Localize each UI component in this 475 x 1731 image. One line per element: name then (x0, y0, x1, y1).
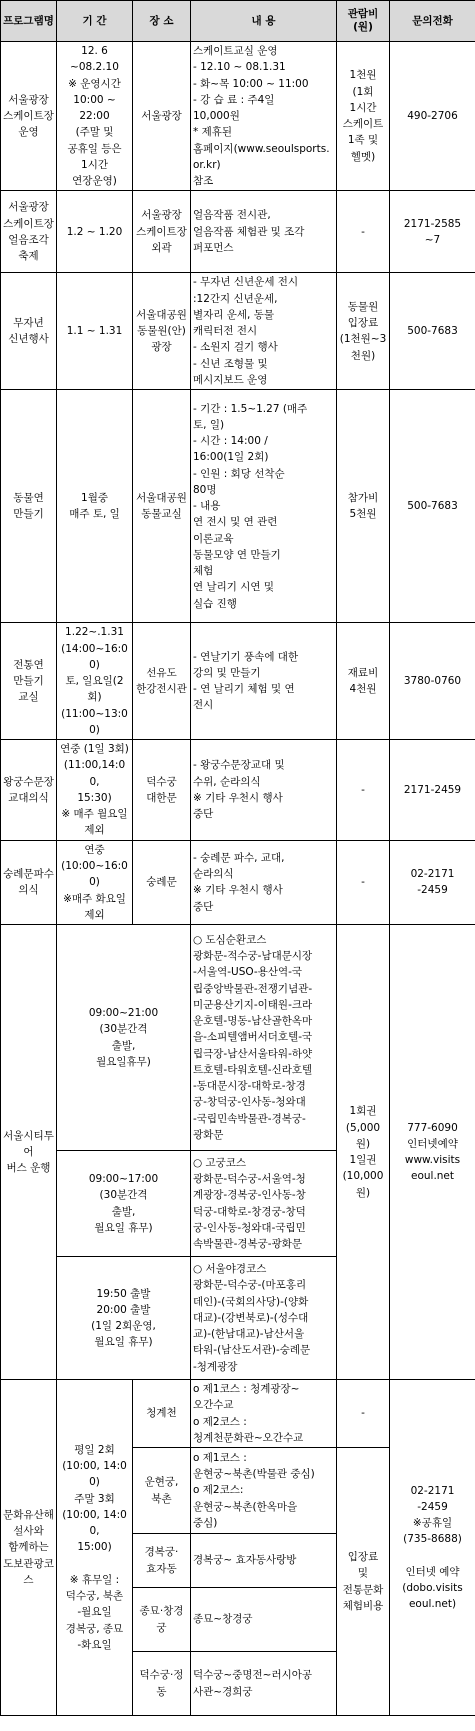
phone: 3780-0760 (390, 623, 475, 740)
place: 서울광장 스케이트장 외곽 (133, 191, 191, 273)
table-row (1, 191, 475, 273)
header-fee: 관람비 (원) (337, 1, 390, 42)
program-name: 문화유산해 설사와 함께하는 도보관광코 스 (1, 1380, 57, 1716)
place: 서울대공원 동물원(안) 광장 (133, 273, 191, 390)
place: 덕수궁·정동 (133, 1652, 191, 1716)
program-name: 서울광장 스케이트장 운영 (1, 42, 57, 191)
phone: 2171-2585 ~7 (390, 191, 475, 273)
content: - 기간 : 1.5~1.27 (매주 토, 일) - 시간 : 14:00 / 16:00(1일 2회) - 인원 : 회당 선착순 80명 - 내용 연 전시 및 연 관련 이론교육 동물모양 연 만들기 체험 연 날리기 시연 및 실습 진행 (191, 390, 337, 623)
place: 운현궁, 북촌 (133, 1448, 191, 1534)
content: ○ 고궁코스 광화문-덕수궁-서울역-청 계광장-경복궁-인사동-창 덕궁-대학로-창경궁-창덕 궁-인사동-청와대-국립민 속박물관-경복궁-광화문 (191, 1151, 337, 1257)
content: ○ 도심순환코스 광화문-적수궁-남대문시장 -서울역-USO-용산역-국 립중앙박물관-전쟁기념관- 미군용산기지-이태원-크라 운호텔-명동-남산골한옥마 을-소피텔앰버서더호텔-국 립극장-남산서울타워-하얏 트호텔-타워호텔-신라호텔 -동대문시장-대학로-창경 궁-창덕궁-인사동-청와대 -국립민속박물관-경복궁- 광화문 (191, 925, 337, 1151)
content: 스케이트교실 운영 - 12.10 ~ 08.1.31 - 화~목 10:00 ~ 11:00 - 강 습 료 : 주4일 10,000원 * 제휴된 홈페이지(www.seoulsports.or.kr) 참조 (191, 42, 337, 191)
program-name: 무자년 신년행사 (1, 273, 57, 390)
place: 청계천 (133, 1380, 191, 1448)
table-row (1, 273, 475, 390)
fee: 1회권 (5,000원) 1일권 (10,000 원) (337, 925, 390, 1380)
fee: 참가비 5천원 (337, 390, 390, 623)
content: 덕수궁~중명전~러시아공 사관~경희궁 (191, 1652, 337, 1716)
fee: - (337, 191, 390, 273)
period: 1.1 ~ 1.31 (57, 273, 133, 390)
program-name: 서울시티투 어 버스 운행 (1, 925, 57, 1380)
period: 1.2 ~ 1.20 (57, 191, 133, 273)
phone: 2171-2459 (390, 740, 475, 841)
content: 얼음작품 전시관, 얼음작품 체험관 및 조각 퍼포먼스 (191, 191, 337, 273)
phone: 500-7683 (390, 273, 475, 390)
place: 종묘·창경궁 (133, 1588, 191, 1652)
fee: - (337, 740, 390, 841)
period: 연중 (10:00~16:00) ※매주 화요일 제외 (57, 840, 133, 924)
table-row (1, 623, 475, 740)
header-period: 기 간 (57, 1, 133, 42)
header-content: 내 용 (191, 1, 337, 42)
header-phone: 문의전화 (390, 1, 475, 42)
content: o 제1코스 : 운현궁~북촌(박물관 중심) o 제2코스: 운현궁~북촌(한옥마을 중심) (191, 1448, 337, 1534)
period: 연중 (1일 3회) (11:00,14:00, 15:30) ※ 매주 월요일 제외 (57, 740, 133, 841)
table-row (1, 840, 475, 924)
fee: 1천원 (1회 1시간 스케이트 1족 및 헬멧) (337, 42, 390, 191)
fee: 입장료 및 전통문화 체험비용 (337, 1448, 390, 1716)
phone: 490-2706 (390, 42, 475, 191)
header-place: 장 소 (133, 1, 191, 42)
fee: 동물원 입장료 (1천원~3 천원) (337, 273, 390, 390)
place: 선유도 한강전시관 (133, 623, 191, 740)
period: 1.22~.1.31 (14:00~16:00) 토, 일요일(2회) (11:00~13:00) (57, 623, 133, 740)
place: 숭례문 (133, 840, 191, 924)
fee: - (337, 840, 390, 924)
phone: 02-2171 -2459 (390, 840, 475, 924)
table-row (1, 740, 475, 841)
program-name: 숭례문파수 의식 (1, 840, 57, 924)
phone: 777-6090 인터넷예약 www.visits eoul.net (390, 925, 475, 1380)
table-row (1, 1380, 475, 1448)
table-row (1, 42, 475, 191)
period: 평일 2회 (10:00, 14:00) 주말 3회 (10:00, 14:00, 15:00) ※ 휴무일 : 덕수궁, 북촌 -월요일 경복궁, 종묘 -화요일 (57, 1380, 133, 1716)
content: - 숭례문 파수, 교대, 순라의식 ※ 기타 우천시 행사 중단 (191, 840, 337, 924)
program-name: 동물연 만들기 (1, 390, 57, 623)
place: 서울광장 (133, 42, 191, 191)
header-program-name: 프로그램명 (1, 1, 57, 42)
period: 09:00~17:00 (30분간격 출발, 월요일 휴무) (57, 1151, 191, 1257)
period: 12. 6 ~08.2.10 ※ 운영시간 10:00 ~ 22:00 (주말 및 공휴일 등은 1시간 연장운영) (57, 42, 133, 191)
period: 19:50 출발 20:00 출발 (1일 2회운영, 월요일 휴무) (57, 1257, 191, 1380)
header-row (1, 1, 475, 42)
content: - 연날기기 풍속에 대한 강의 및 만들기 - 연 날리기 체험 및 연 전시 (191, 623, 337, 740)
period: 1월중 매주 토, 일 (57, 390, 133, 623)
fee: 재료비 4천원 (337, 623, 390, 740)
period: 09:00~21:00 (30분간격 출발, 월요일휴무) (57, 925, 191, 1151)
content: 종묘~창경궁 (191, 1588, 337, 1652)
place: 덕수궁 대한문 (133, 740, 191, 841)
content: o 제1코스 : 청계광장~ 오간수교 o 제2코스 : 청계천문화관~오간수교 (191, 1380, 337, 1448)
program-name: 서울광장 스케이트장 얼음조각 축제 (1, 191, 57, 273)
content: - 왕궁수문장교대 및 수위, 순라의식 ※ 기타 우천시 행사 중단 (191, 740, 337, 841)
phone: 02-2171 -2459 ※공휴일 (735-8688) 인터넷 예약 (dobo.visits eoul.net) (390, 1380, 475, 1716)
program-name: 전통연 만들기 교실 (1, 623, 57, 740)
program-name: 왕궁수문장 교대의식 (1, 740, 57, 841)
fee: - (337, 1380, 390, 1448)
table-row (1, 390, 475, 623)
content: - 무자년 신년운세 전시 :12간지 신년운세, 별자리 운세, 동물 캐릭터전 전시 - 소원지 걸기 행사 - 신년 조형물 및 메시지보드 운영 (191, 273, 337, 390)
place: 서울대공원 동물교실 (133, 390, 191, 623)
phone: 500-7683 (390, 390, 475, 623)
content: 경복궁~ 효자동사랑방 (191, 1534, 337, 1588)
content: ○ 서울야경코스 광화문-덕수궁-(마포홍리 데인)-(국회의사당)-(양화 대교)-(강변북로)-(성수대 교)-(한남대교)-남산서울 타워-(남산도서관)-숭례문 -청계광장 (191, 1257, 337, 1380)
table-row (1, 925, 475, 1151)
place: 경복궁· 효자동 (133, 1534, 191, 1588)
